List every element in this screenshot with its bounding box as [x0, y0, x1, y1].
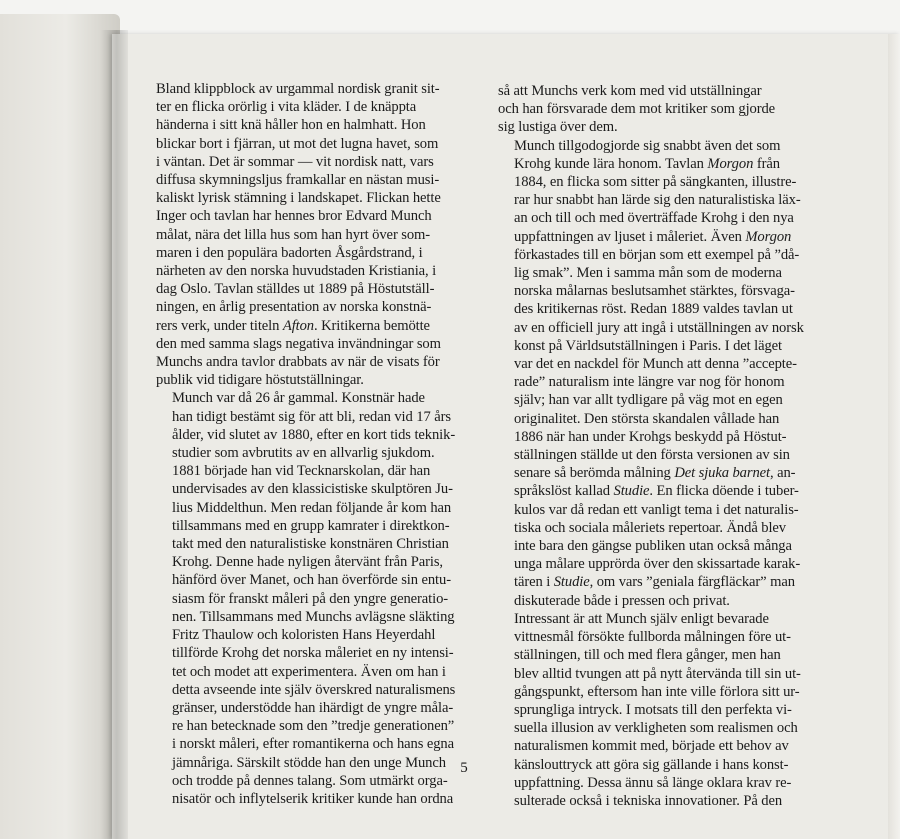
text-line: lig smak”. Men i samma mån som de moderna	[514, 265, 782, 282]
text-line: Munch var då 26 år gammal. Konstnär hade	[172, 390, 425, 407]
text-line: kulos var då redan ett vanligt tema i det naturalis-	[514, 501, 799, 518]
text-line: Munchs andra tavlor drabbats av när de visats för	[156, 354, 440, 371]
text-line: detta avseende inte själv överskred naturalismens	[172, 681, 456, 698]
text-line: tet och modet att experimentera. Även om han i	[172, 663, 446, 680]
text-line: naturalismen kommit med, började ett behov av	[514, 738, 789, 755]
text-line: sig lustiga över dem.	[498, 119, 618, 136]
text-line: originalitet. Den största skandalen vållade han	[514, 410, 780, 427]
text-line: re han betecknade som den ”tredje generationen”	[172, 718, 455, 735]
text-line: och han försvarade dem mot kritiker som gjorde	[498, 101, 776, 118]
text-line: tiska och sociala måleriets repertoar. Ändå blev	[514, 519, 786, 536]
text-line: så att Munchs verk kom med vid utställningar	[498, 83, 762, 99]
text-line: takt med den naturalistiske konstnären Christian	[172, 536, 449, 553]
book-gutter	[100, 30, 128, 839]
text-line: själv; han var allt tydligare på väg mot en egen	[514, 392, 783, 409]
text-line: rers verk, under titeln Afton. Kritikerna bemötte	[156, 317, 430, 334]
text-line: jämnåriga. Särskilt stödde han den unge Munch	[172, 754, 446, 771]
text-line: i väntan. Det är sommar — vit nordisk natt, vars	[156, 153, 434, 170]
page-number: 5	[460, 760, 468, 776]
text-line: språkslöst kallad Studie. En flicka döende i tuber-	[514, 483, 799, 500]
text-line: an och till och med överträffade Krohg i den nya	[514, 210, 794, 227]
text-line: tillsammans med en grupp kamrater i direktkon-	[172, 517, 450, 534]
text-line: uppfattningen av ljuset i måleriet. Även Morgon	[514, 228, 792, 245]
text-line: Krohg kunde lära honom. Tavlan Morgon från	[514, 155, 780, 172]
text-line: ställningen, till och med flera gånger, men han	[514, 647, 781, 664]
paragraph	[156, 80, 474, 389]
text-line: publik vid tidigare höstutställningar.	[156, 372, 364, 389]
text-line: i norskt måleri, efter romantikerna och hans egna	[172, 736, 455, 753]
text-line: ställningen ställde ut den första versionen av sin	[514, 447, 790, 464]
text-line: rar hur snabbt han lärde sig den naturalistiska läx-	[514, 192, 801, 209]
text-line: tillförde Krohg det norska måleriet en ny intensi-	[172, 645, 454, 662]
paragraph	[498, 137, 826, 610]
text-line: inte bara den gängse publiken utan också många	[514, 538, 792, 555]
text-line: Intressant är att Munch själv enligt bevarade	[514, 610, 769, 627]
text-line: Fritz Thaulow och koloristen Hans Heyerdahl	[172, 627, 436, 644]
text-line: var det en nackdel för Munch att denna ”accepte-	[514, 356, 797, 373]
text-line: studier som avbrutits av en allvarlig sjukdom.	[172, 445, 435, 462]
text-column-right	[498, 82, 826, 810]
text-line: sulterade också i tekniska innovationer. På den	[514, 792, 783, 809]
paragraph	[498, 610, 826, 810]
text-line: och trodde på dennes talang. Som utmärkt orga-	[172, 772, 448, 789]
text-line: blickar bort i fjärran, ut mot det lugna havet, som	[156, 135, 439, 152]
text-line: målat, nära det lilla hus som han hyrt över som-	[156, 226, 431, 243]
text-line: kaliskt lyrisk stämning i landskapet. Flickan hette	[156, 190, 441, 207]
text-line: ålder, vid slutet av 1880, efter en kort tids teknik-	[172, 426, 456, 443]
text-line: hänförd över Manet, och han överförde sin entu-	[172, 572, 451, 589]
text-line: uppfattning. Dessa ännu så länge oklara krav re-	[514, 774, 792, 791]
page-edge	[888, 34, 900, 839]
paragraph	[498, 82, 826, 137]
text-line: dag Oslo. Tavlan ställdes ut 1889 på Höstutställ-	[156, 281, 435, 298]
text-line: händerna i sitt knä håller hon en halmhatt. Hon	[156, 117, 426, 134]
text-line: av en officiell jury att ingå i utställningen av norsk	[514, 319, 804, 336]
text-line: unga målare upprörda över den skissartade karak-	[514, 556, 801, 573]
text-line: närheten av den norska huvudstaden Kristiania, i	[156, 263, 437, 280]
text-line: norska målarnas beslutsamhet stärktes, försvaga-	[514, 283, 795, 300]
text-column-left	[156, 80, 474, 808]
text-line: suella illusion av verkligheten som realismen och	[514, 720, 798, 737]
text-line: han tidigt bestämt sig för att bli, redan vid 17 års	[172, 408, 451, 425]
text-line: 1881 började han vid Tecknarskolan, där han	[172, 463, 431, 480]
text-line: förkastades till en början som ett exempel på ”då-	[514, 246, 800, 263]
text-line: des kritikernas röst. Redan 1889 valdes tavlan ut	[514, 301, 793, 318]
text-line: diskuterade både i pressen och privat.	[514, 592, 730, 609]
text-line: sprungliga intryck. I motsats till den perfekta vi-	[514, 701, 792, 718]
text-line: ter en flicka orörlig i vita kläder. I de knäppta	[156, 99, 417, 116]
text-line: Munch tillgodogjorde sig snabbt även det som	[514, 137, 781, 154]
text-line: nisatör och inflytelserik kritiker kunde han ordna	[172, 790, 454, 807]
text-line: blev alltid tvungen att på nytt återvända till sin ut-	[514, 665, 801, 682]
text-line: den med samma slags negativa invändningar som	[156, 335, 441, 352]
text-line: vittnesmål försökte fullborda målningen före ut-	[514, 629, 791, 646]
text-line: senare så berömda målning Det sjuka barnet, an-	[514, 465, 796, 482]
text-line: gångspunkt, eftersom han inte ville förlora sitt ur-	[514, 683, 800, 700]
text-line: rade” naturalism inte längre var nog för honom	[514, 374, 785, 391]
text-line: tären i Studie, om vars ”geniala färgfläckar” man	[514, 574, 795, 591]
text-line: lius Middelthun. Men redan följande år kom han	[172, 499, 452, 516]
text-line: gränser, understödde han ihärdigt de yngre måla-	[172, 699, 454, 716]
text-line: maren i den populära badorten Åsgårdstrand, i	[156, 244, 423, 261]
text-line: ningen, en årlig presentation av norska konstnä-	[156, 299, 432, 316]
text-line: 1886 när han under Krohgs beskydd på Höstut-	[514, 428, 787, 445]
text-line: 1884, en flicka som sitter på sängkanten, illustre-	[514, 174, 797, 191]
text-line: Krohg. Denne hade nyligen återvänt från Paris,	[172, 554, 443, 571]
text-line: undervisades av den klassicistiske skulptören Ju-	[172, 481, 453, 498]
text-line: konst på Världsutställningen i Paris. I det läget	[514, 337, 783, 354]
text-line: Inger och tavlan har hennes bror Edvard Munch	[156, 208, 432, 225]
text-line: siasm för franskt måleri på den yngre generatio-	[172, 590, 449, 607]
text-line: diffusa skymningsljus framkallar en nästan musi-	[156, 172, 440, 189]
text-line: Bland klippblock av urgammal nordisk granit sit-	[156, 81, 440, 97]
text-line: känslouttryck att göra sig gällande i hans konst-	[514, 756, 789, 773]
text-line: nen. Tillsammans med Munchs avlägsne släkting	[172, 608, 455, 625]
paragraph	[156, 389, 474, 808]
